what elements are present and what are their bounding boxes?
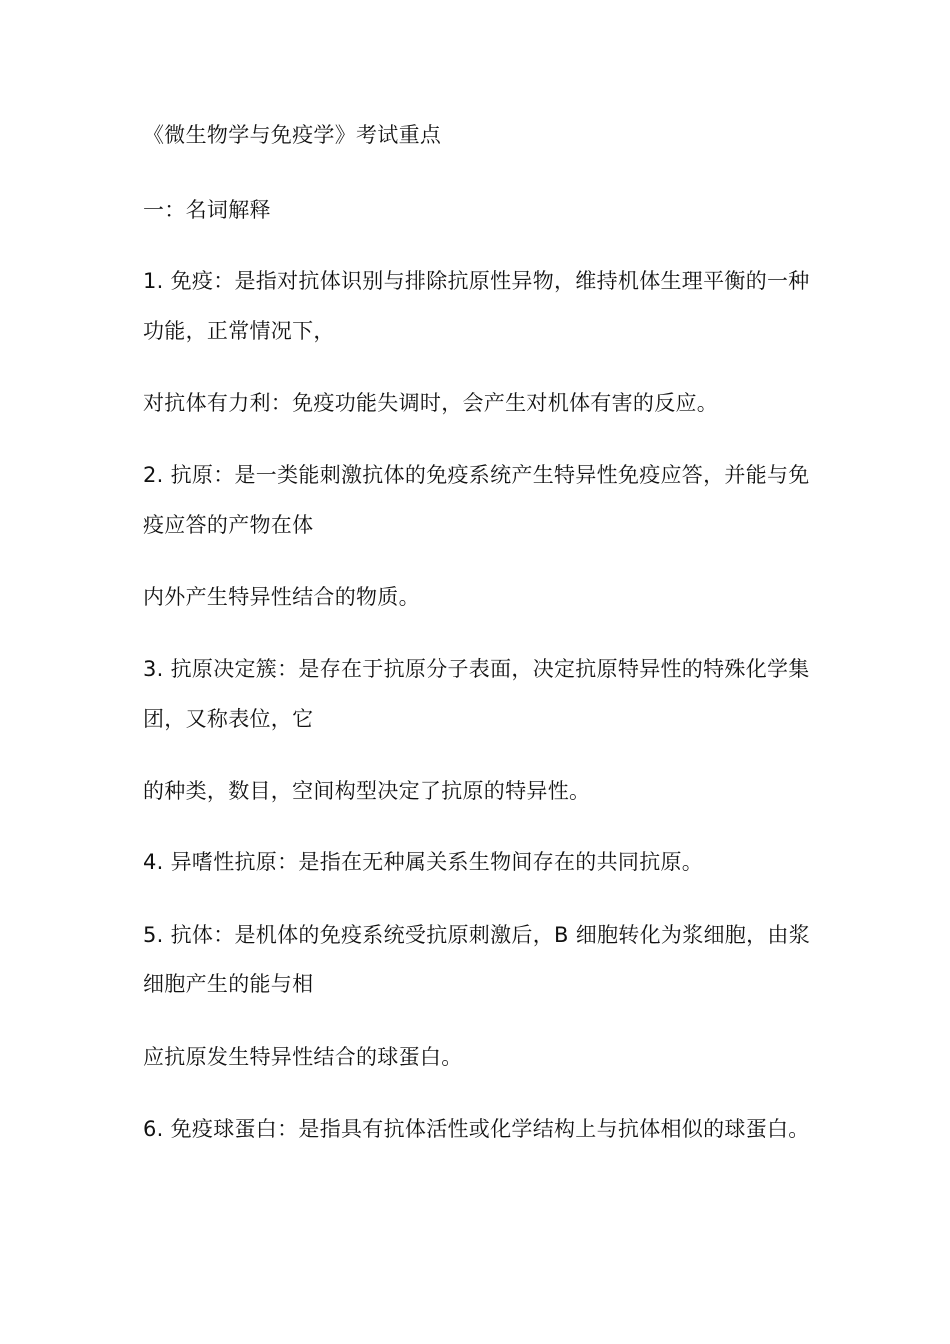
text-line: 6. 免疫球蛋白：是指具有抗体活性或化学结构上与抗体相似的球蛋白。 — [143, 1117, 810, 1141]
text-line: 应抗原发生特异性结合的球蛋白。 — [143, 1045, 463, 1069]
text-line: 细胞产生的能与相 — [143, 972, 314, 996]
text-line: 2. 抗原：是一类能刺激抗体的免疫系统产生特异性免疫应答，并能与免 — [143, 463, 810, 487]
text-line: 4. 异嗜性抗原：是指在无种属关系生物间存在的共同抗原。 — [143, 850, 704, 874]
text-line: 3. 抗原决定簇：是存在于抗原分子表面，决定抗原特异性的特殊化学集 — [143, 657, 810, 681]
text-line: 团，又称表位，它 — [143, 707, 314, 731]
text-line: 疫应答的产物在体 — [143, 513, 314, 537]
text-line: 的种类，数目，空间构型决定了抗原的特异性。 — [143, 779, 591, 803]
text-line: 内外产生特异性结合的物质。 — [143, 585, 420, 609]
text-line: 对抗体有力利：免疫功能失调时，会产生对机体有害的反应。 — [143, 391, 719, 415]
section-heading: 一：名词解释 — [143, 198, 271, 222]
text-line: 功能，正常情况下， — [143, 319, 335, 343]
document-title: 《微生物学与免疫学》考试重点 — [143, 123, 442, 147]
text-line: 5. 抗体：是机体的免疫系统受抗原刺激后，B 细胞转化为浆细胞，由浆 — [143, 923, 810, 947]
text-line: 1. 免疫：是指对抗体识别与排除抗原性异物，维持机体生理平衡的一种 — [143, 269, 810, 293]
